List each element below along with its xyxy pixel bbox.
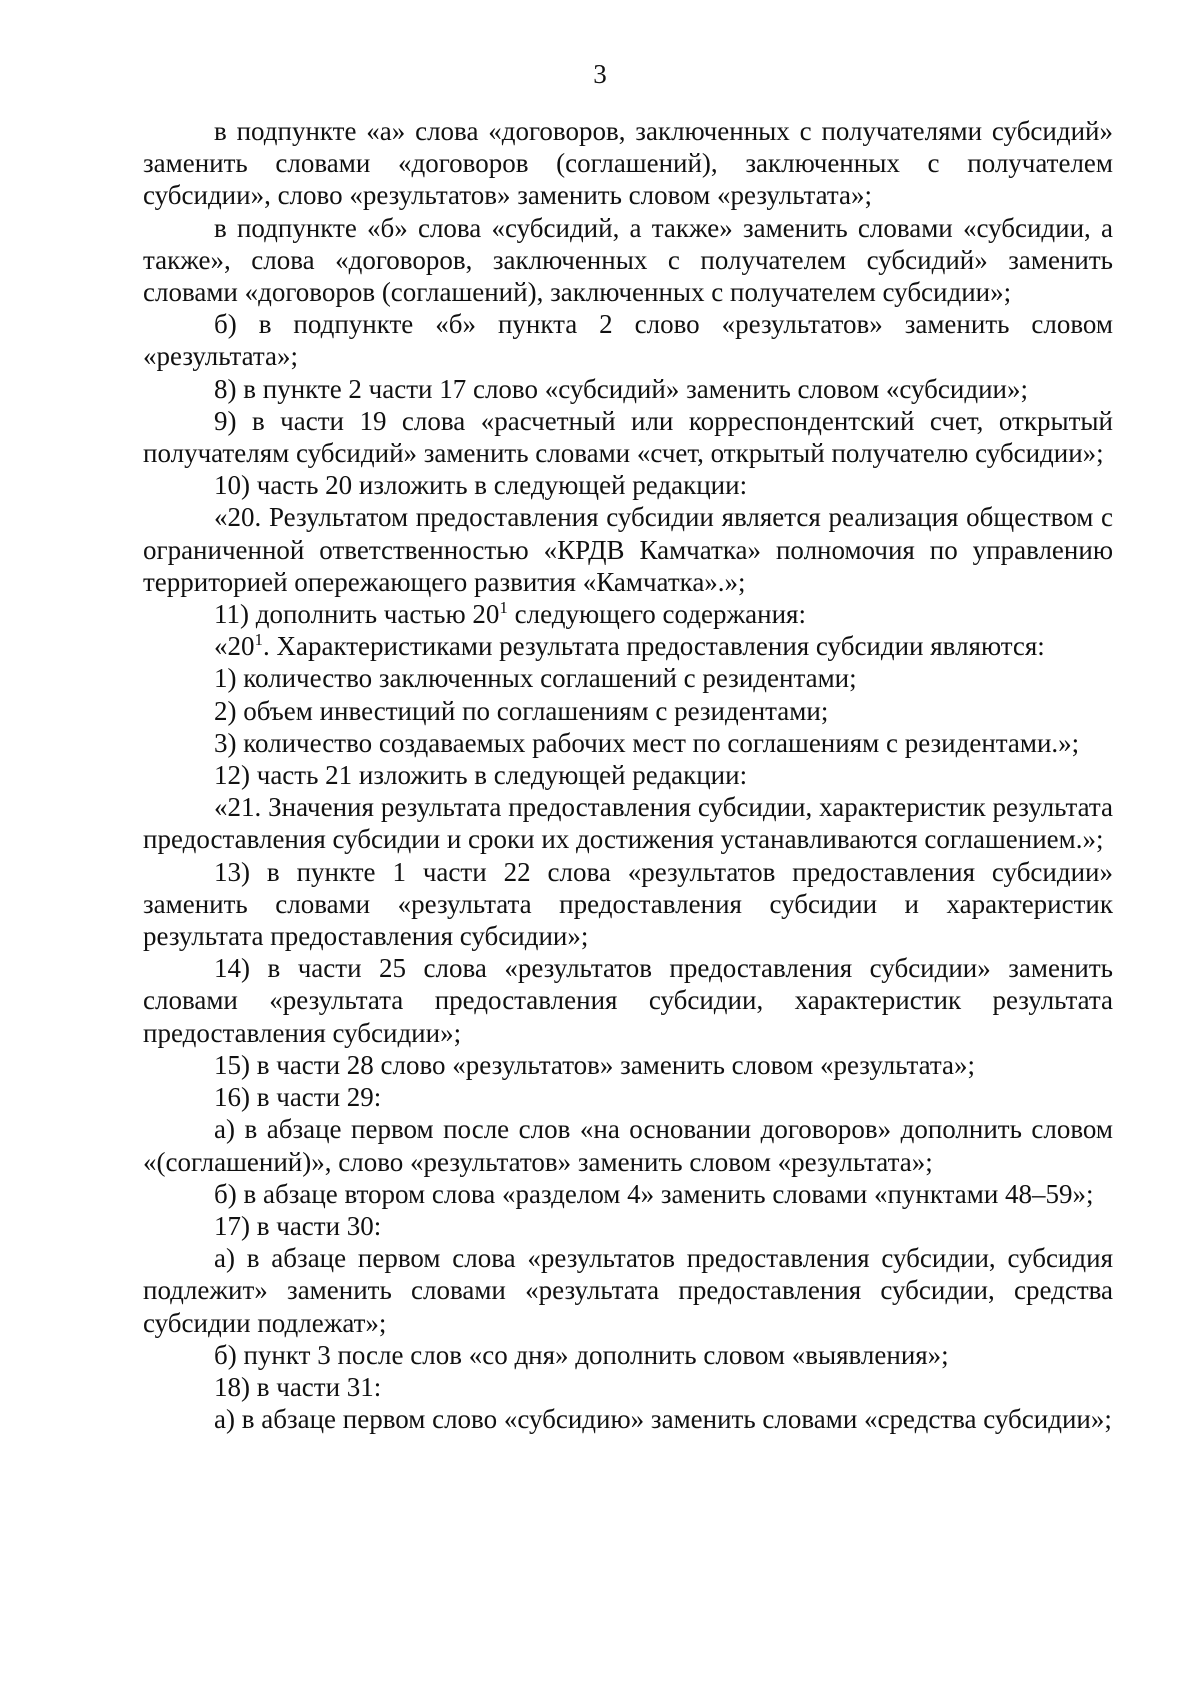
paragraph: в подпункте «а» слова «договоров, заключенных с получателями субсидий» заменить словами «договоров (соглашений), заключенных с получателем субсидии», слово «результатов» заменить словом «результата»; [143, 116, 1113, 211]
paragraph-with-superscript [143, 598, 1113, 630]
superscript: 1 [254, 630, 263, 650]
paragraph: 12) часть 21 изложить в следующей редакции: [214, 760, 748, 791]
paragraph: а) в абзаце первом после слов «на основании договоров» дополнить словом «(соглашений)», слово «результатов» заменить словом «результата»; [143, 1114, 1113, 1177]
paragraph: в подпункте «б» слова «субсидий, а также» заменить словами «субсидии, а также», слова «договоров, заключенных с получателем субсидий» заменить словами «договоров (соглашений), заключенных с получателем субсидии»; [143, 212, 1113, 308]
paragraph: б) в абзаце втором слова «разделом 4» заменить словами «пунктами 48–59»; [214, 1178, 1094, 1209]
paragraph: 17) в части 30: [214, 1210, 382, 1241]
text-segment: «20 [214, 631, 255, 662]
paragraph: 14) в части 25 слова «результатов предоставления субсидии» заменить словами «результата предоставления субсидии, характеристик результата предоставления субсидии»; [143, 953, 1113, 1048]
paragraph: 10) часть 20 изложить в следующей редакции: [214, 470, 748, 501]
paragraph-with-superscript [143, 630, 1113, 662]
text-segment: следующего содержания: [507, 599, 806, 630]
text-segment: . Характеристиками результата предоставления субсидии являются: [263, 631, 1045, 662]
paragraph: 18) в части 31: [214, 1371, 382, 1402]
text-segment: 11) дополнить частью 20 [214, 599, 500, 630]
paragraph: б) пункт 3 после слов «со дня» дополнить словом «выявления»; [214, 1339, 949, 1370]
paragraph: 1) количество заключенных соглашений с резидентами; [214, 663, 857, 694]
paragraph: 8) в пункте 2 части 17 слово «субсидий» заменить словом «субсидии»; [214, 373, 1028, 404]
paragraph: «20. Результатом предоставления субсидии является реализация обществом с ограниченной ответственностью «КРДВ Камчатка» полномочия по управлению территорией опережающего развития «Камчатка».»; [143, 502, 1113, 597]
paragraph: а) в абзаце первом слова «результатов предоставления субсидии, субсидия подлежит» заменить словами «результата предоставления субсидии, средства субсидии подлежат»; [143, 1243, 1113, 1338]
paragraph: 13) в пункте 1 части 22 слова «результатов предоставления субсидии» заменить словами «результата предоставления субсидии и характеристик результата предоставления субсидии»; [143, 856, 1113, 952]
paragraph: 16) в части 29: [214, 1082, 382, 1113]
paragraph: а) в абзаце первом слово «субсидию» заменить словами «средства субсидии»; [214, 1404, 1112, 1435]
paragraph: 9) в части 19 слова «расчетный или корреспондентский счет, открытый получателям субсидий» заменить словами «счет, открытый получателю субсидии»; [143, 405, 1113, 469]
document-body [143, 115, 1113, 1435]
paragraph: 3) количество создаваемых рабочих мест по соглашениям с резидентами.»; [214, 727, 1080, 758]
paragraph: 2) объем инвестиций по соглашениям с резидентами; [214, 695, 829, 726]
page-number: 3 [593, 59, 607, 89]
paragraph: «21. Значения результата предоставления субсидии, характеристик результата предоставления субсидии и сроки их достижения устанавливаются соглашением.»; [143, 792, 1113, 855]
paragraph: б) в подпункте «б» пункта 2 слово «результатов» заменить словом «результата»; [143, 309, 1113, 372]
paragraph: 15) в части 28 слово «результатов» заменить словом «результата»; [214, 1049, 975, 1080]
superscript: 1 [499, 598, 508, 618]
